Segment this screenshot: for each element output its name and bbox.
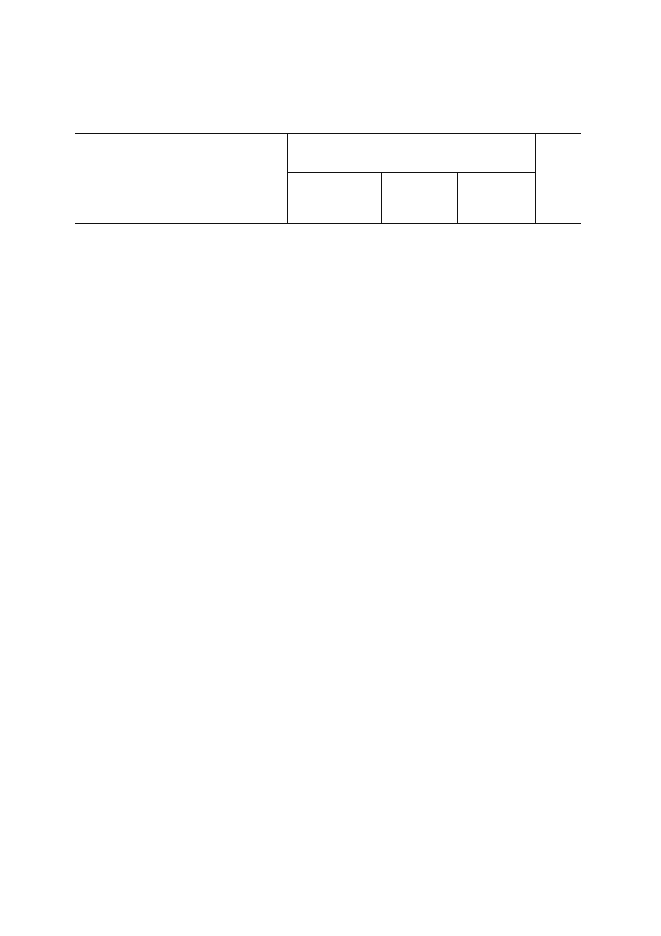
header-component-name — [75, 134, 287, 224]
header-atmosphere — [457, 173, 535, 224]
header-work-zone-air — [287, 173, 381, 224]
concentration-table — [75, 133, 581, 224]
document-body — [75, 100, 581, 243]
header-pdk — [287, 134, 535, 173]
header-water — [381, 173, 457, 224]
header-hazard-class — [535, 134, 581, 224]
